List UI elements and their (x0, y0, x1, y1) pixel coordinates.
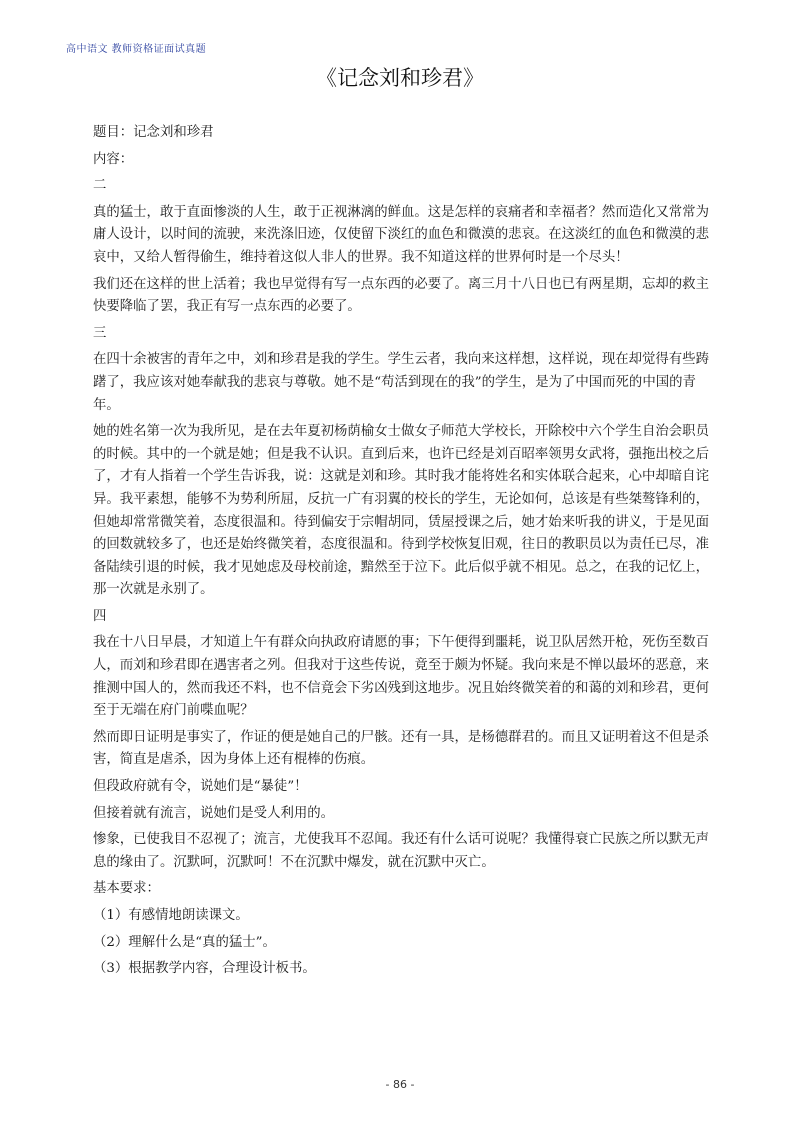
paragraph: 真的猛士，敢于直面惨淡的人生，敢于正视淋漓的鲜血。这是怎样的哀痛者和幸福者？然而造化又常常为庸人设计，以时间的流驶，来洗涤旧迹，仅使留下淡红的血色和微漠的悲哀。在这淡红的血色和微漠的悲哀中，又给人暂得偷生，维持着这似人非人的世界。我不知道这样的世界何时是一个尽头！ (93, 204, 709, 265)
section-number: 三 (93, 325, 107, 341)
requirement-item: （2）理解什么是“真的猛士”。 (93, 934, 276, 950)
paragraph: 我们还在这样的世上活着；我也早觉得有写一点东西的必要了。离三月十八日也已有两星期，忘却的救主快要降临了罢，我正有写一点东西的必要了。 (93, 276, 709, 315)
content-label: 内容： (93, 151, 134, 167)
page-title: 《记念刘和珍君》 (316, 66, 484, 90)
paragraph: 然而即日证明是事实了，作证的便是她自己的尸骸。还有一具，是杨德群君的。而且又证明着这不但是杀害，简直是虐杀，因为身体上还有棍棒的伤痕。 (93, 729, 709, 768)
requirement-item: （1）有感情地朗读课文。 (93, 908, 249, 923)
page-number: - 86 - (385, 1078, 415, 1091)
paragraph: 她的姓名第一次为我所见，是在去年夏初杨荫榆女士做女子师范大学校长，开除校中六个学生自治会职员的时候。其中的一个就是她；但是我不认识。直到后来，也许已经是刘百昭率领男女武将，强拖出校之后了，才有人指着一个学生告诉我，说：这就是刘和珍。其时我才能将姓名和实体联合起来，心中却暗自诧异。我平素想，能够不为势利所屈，反抗一广有羽翼的校长的学生，无论如何，总该是有些桀骜锋利的，但她却常常微笑着，态度很温和。待到偏安于宗帽胡同，赁屋授课之后，她才始来听我的讲义，于是见面的回数就较多了，也还是始终微笑着，态度很温和。待到学校恢复旧观，往日的教职员以为责任已尽，准备陆续引退的时候，我才见她虑及母校前途，黯然至于泣下。此后似乎就不相见。总之，在我的记忆上，那一次就是永别了。 (93, 424, 709, 598)
section-number: 四 (93, 608, 107, 624)
section-number: 二 (93, 178, 107, 194)
paragraph: 但接着就有流言，说她们是受人利用的。 (93, 805, 335, 821)
paragraph: 惨象，已使我目不忍视了；流言，尤使我耳不忍闻。我还有什么话可说呢？我懂得衰亡民族之所以默无声息的缘由了。沉默呵，沉默呵！不在沉默中爆发，就在沉默中灭亡。 (93, 832, 709, 870)
header-note: 高中语文 教师资格证面试真题 (66, 44, 207, 55)
paragraph: 但段政府就有令，说她们是“暴徒”！ (93, 779, 308, 795)
requirements-label: 基本要求： (93, 881, 160, 897)
paragraph: 我在十八日早晨，才知道上午有群众向执政府请愿的事；下午便得到噩耗，说卫队居然开枪，死伤至数百人，而刘和珍君即在遇害者之列。但我对于这些传说，竟至于颇为怀疑。我向来是不惮以最坏的恶意，来推测中国人的，然而我还不料，也不信竟会下劣凶残到这地步。况且始终微笑着的和蔼的刘和珍君，更何至于无端在府门前喋血呢？ (93, 635, 709, 719)
topic-line: 题目：记念刘和珍君 (93, 125, 214, 140)
requirement-item: （3）根据教学内容，合理设计板书。 (93, 961, 316, 977)
document-body (93, 122, 713, 985)
paragraph: 在四十余被害的青年之中，刘和珍君是我的学生。学生云者，我向来这样想，这样说，现在却觉得有些踌躇了，我应该对她奉献我的悲哀与尊敬。她不是“苟活到现在的我”的学生，是为了中国而死的中国的青年。 (93, 352, 709, 413)
